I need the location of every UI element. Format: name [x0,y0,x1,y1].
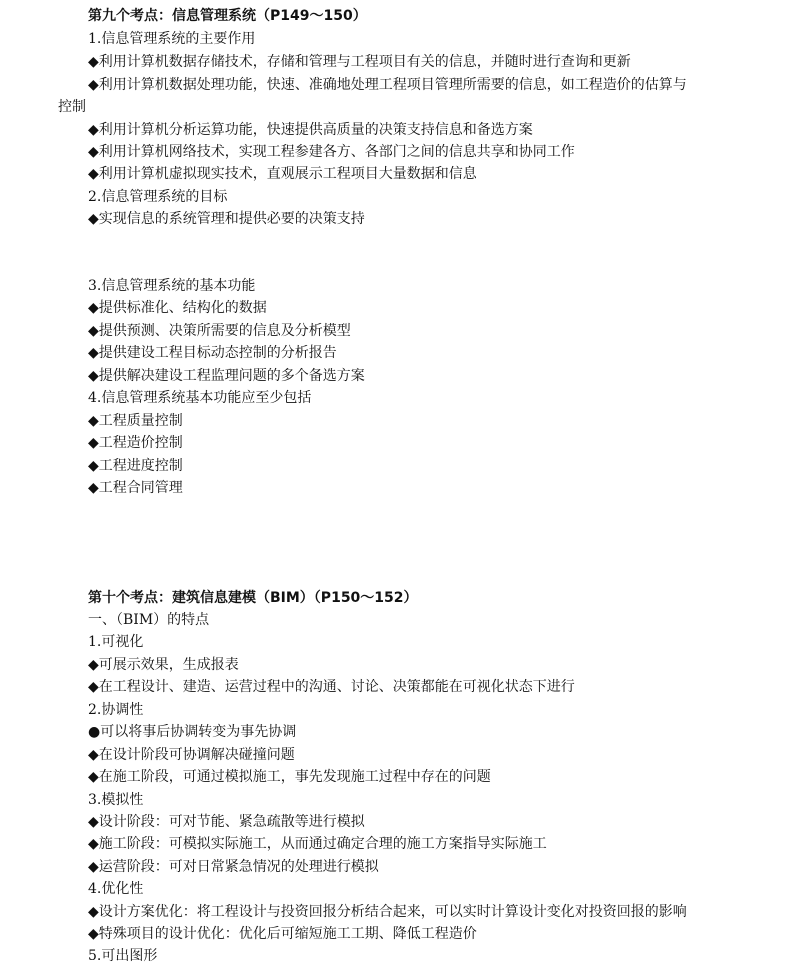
bullet-item: ◆设计方案优化：将工程设计与投资回报分析结合起来，可以实时计算设计变化对投资回报的影响 [88,904,687,920]
subsection-title: 4.优化性 [88,881,144,897]
subsection-title: 2.协调性 [88,702,144,718]
bullet-item: ◆特殊项目的设计优化：优化后可缩短施工工期、降低工程造价 [88,926,477,942]
subsection-title: 1.信息管理系统的主要作用 [88,31,256,47]
bullet-item: ◆工程进度控制 [88,458,183,474]
sub-heading: 一、（BIM）的特点 [88,612,210,628]
bullet-item: ◆提供解决建设工程监理问题的多个备选方案 [88,368,365,384]
bullet-item: ◆可展示效果，生成报表 [88,657,239,673]
bullet-item-continuation: 控制 [58,99,86,115]
bullet-item: ◆工程合同管理 [88,480,183,496]
bullet-item: ◆利用计算机虚拟现实技术，直观展示工程项目大量数据和信息 [88,166,477,182]
subsection-title: 2.信息管理系统的目标 [88,189,228,205]
bullet-item: ◆在工程设计、建造、运营过程中的沟通、讨论、决策都能在可视化状态下进行 [88,679,575,695]
bullet-item: ◆设计阶段：可对节能、紧急疏散等进行模拟 [88,814,365,830]
bullet-item: ◆利用计算机数据处理功能，快速、准确地处理工程项目管理所需要的信息，如工程造价的估算与 [88,77,687,93]
subsection-title: 1.可视化 [88,634,144,650]
bullet-item: ◆利用计算机数据存储技术，存储和管理与工程项目有关的信息，并随时进行查询和更新 [88,54,631,70]
bullet-item: ◆工程造价控制 [88,435,183,451]
bullet-item: ◆在施工阶段，可通过模拟施工，事先发现施工过程中存在的问题 [88,769,491,785]
bullet-item: ◆在设计阶段可协调解决碰撞问题 [88,747,295,763]
bullet-item: ◆提供建设工程目标动态控制的分析报告 [88,345,337,361]
bullet-item: ◆工程质量控制 [88,413,183,429]
subsection-title: 5.可出图形 [88,948,158,964]
bullet-item: ◆提供预测、决策所需要的信息及分析模型 [88,323,351,339]
bullet-item: ◆实现信息的系统管理和提供必要的决策支持 [88,211,365,227]
bullet-item: ◆利用计算机网络技术，实现工程参建各方、各部门之间的信息共享和协同工作 [88,144,575,160]
subsection-title: 3.模拟性 [88,792,144,808]
subsection-title: 3.信息管理系统的基本功能 [88,278,256,294]
section-heading: 第九个考点：信息管理系统（P149～150） [88,8,367,24]
bullet-item: ◆利用计算机分析运算功能，快速提供高质量的决策支持信息和备选方案 [88,122,533,138]
bullet-item: ●可以将事后协调转变为事先协调 [88,724,297,740]
section-heading: 第十个考点：建筑信息建模（BIM）（P150～152） [88,590,418,606]
bullet-item: ◆运营阶段：可对日常紧急情况的处理进行模拟 [88,859,379,875]
bullet-item: ◆提供标准化、结构化的数据 [88,300,267,316]
bullet-item: ◆施工阶段：可模拟实际施工，从而通过确定合理的施工方案指导实际施工 [88,836,547,852]
subsection-title: 4.信息管理系统基本功能应至少包括 [88,390,312,406]
